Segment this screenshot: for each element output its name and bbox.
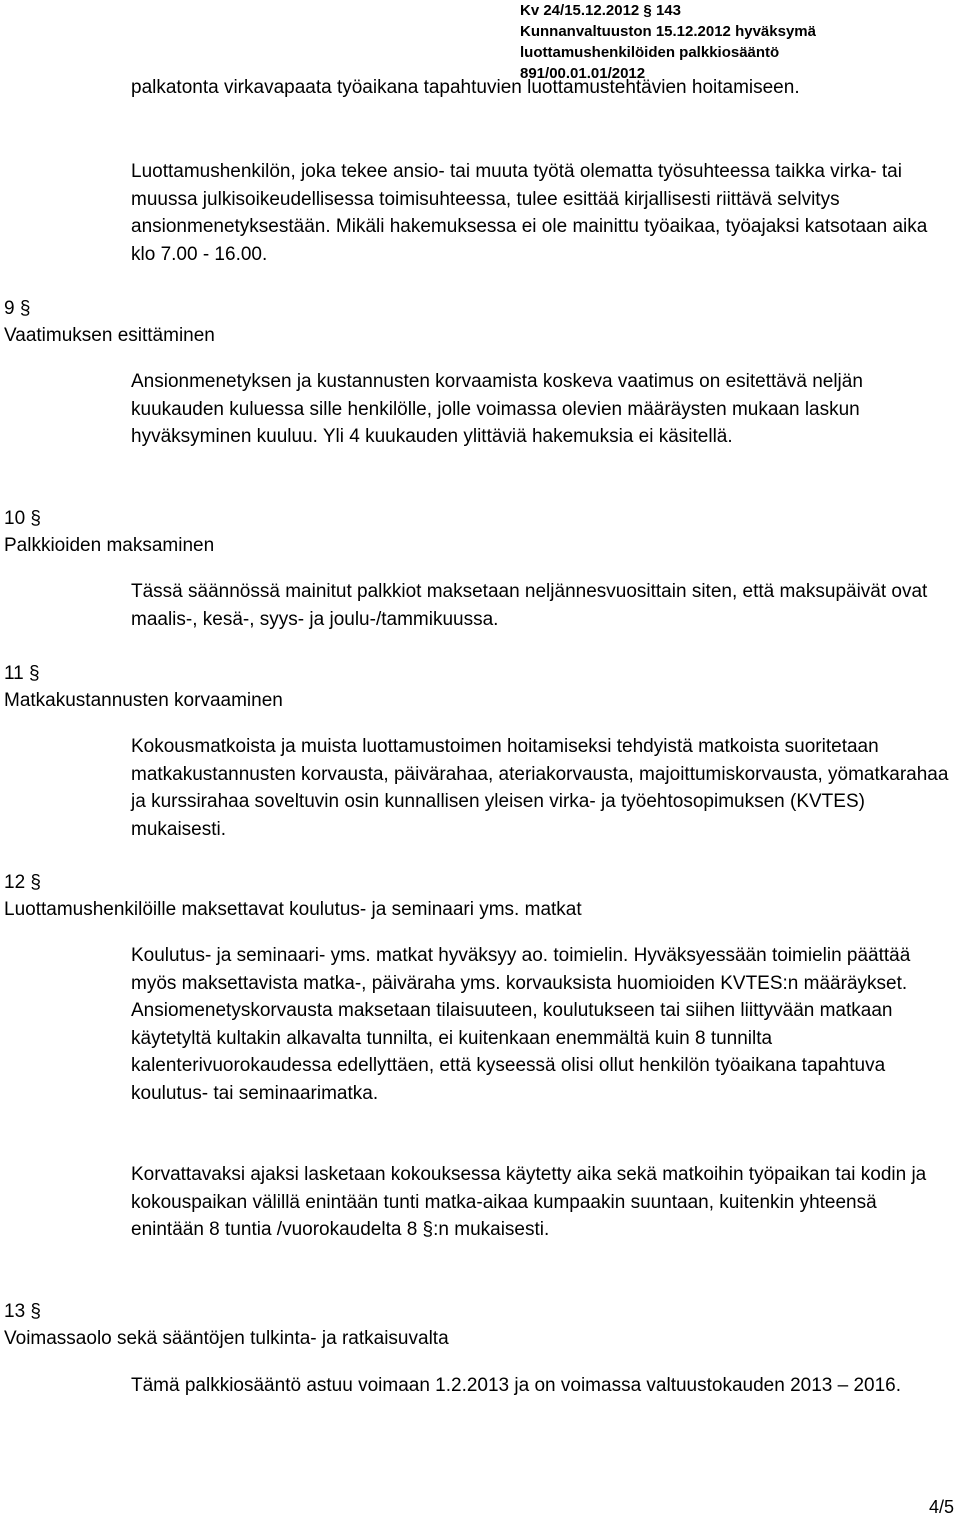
section-number: 11 § [4,663,40,684]
section-title: Matkakustannusten korvaaminen [4,690,283,711]
page-number: 4/5 [928,1497,954,1517]
section-number: 13 § [4,1301,41,1322]
header-line: Kunnanvaltuuston 15.12.2012 hyväksymä [520,23,816,40]
section-number: 9 § [4,298,31,319]
section-paragraph: Kokousmatkoista ja muista luottamustoimen hoitamiseksi tehdyistä matkoista suoritetaan matkakustannusten korvausta, päivärahaa, ateriakorvausta, majoittumiskorvausta, yömatkarahaa ja kurssirahaa soveltuvin osin kunnallisen yleisen virka- ja työehtosopimuksen (KVTES) mukaisesti. [131,736,949,840]
section-paragraph: Tässä säännössä mainitut palkkiot maksetaan neljännesvuosittain siten, että maksupäivät ovat maalis-, kesä-, syys- ja joulu-/tammikuussa. [131,581,928,630]
section-title: Vaatimuksen esittäminen [4,325,215,346]
header-line: Kv 24/15.12.2012 § 143 [520,2,681,19]
section-title: Luottamushenkilöille maksettavat koulutus- ja seminaari yms. matkat [4,899,582,920]
section-paragraph: Ansionmenetyksen ja kustannusten korvaamista koskeva vaatimus on esitettävä neljän kuukauden kuluessa sille henkilölle, jolle voimassa olevien määräysten mukaan laskun hyväksyminen kuuluu. Yli 4 kuukauden ylittäviä hakemuksia ei käsitellä. [131,371,863,447]
section-title: Palkkioiden maksaminen [4,535,215,556]
header-line: luottamushenkilöiden palkkiosääntö [520,44,780,61]
intro-paragraph: Luottamushenkilön, joka tekee ansio- tai muuta työtä olematta työsuhteessa taikka virka- tai muussa julkisoikeudellisessa toimisuhteessa, tulee esittää kirjallisesti riittävä selvitys ansionmenetyksestään. Mikäli hakemuksessa ei ole mainittu työaikaa, työajaksi katsotaan aika klo 7.00 - 16.00. [131,161,928,265]
intro-paragraph: palkatonta virkavapaata työaikana tapahtuvien luottamustehtävien hoitamiseen. [131,77,800,98]
section-paragraph: Korvattavaksi ajaksi lasketaan kokouksessa käytetty aika sekä matkoihin työpaikan tai kodin ja kokouspaikan välillä enintään tunti matka-aikaa kumpaakin suuntaan, kuitenkin yhteensä enintään 8 tuntia /vuorokaudelta 8 §:n mukaisesti. [131,1164,927,1240]
document-reference-header [520,0,950,84]
header-line: 891/00.01.01/2012 [520,65,646,82]
section-number: 10 § [4,508,41,529]
section-paragraph: Tämä palkkiosääntö astuu voimaan 1.2.2013 ja on voimassa valtuustokauden 2013 – 2016. [131,1375,902,1396]
section-number: 12 § [4,872,41,893]
section-title: Voimassaolo sekä sääntöjen tulkinta- ja ratkaisuvalta [4,1328,449,1349]
section-paragraph: Koulutus- ja seminaari- yms. matkat hyväksyy ao. toimielin. Hyväksyessään toimielin päättää myös maksettavista matka-, päiväraha yms. korvauksista huomioiden KVTES:n määräykset. Ansiomenetyskorvausta maksetaan tilaisuuteen, koulutukseen tai siihen liittyvään matkaan käytetyltä kultakin alkavalta tunnilta, ei kuitenkaan enemmältä kuin 8 tunnilta kalenterivuorokaudessa edellyttäen, että kyseessä olisi ollut henkilön työaikana tapahtuva koulutus- tai seminaarimatka. [131,945,911,1104]
